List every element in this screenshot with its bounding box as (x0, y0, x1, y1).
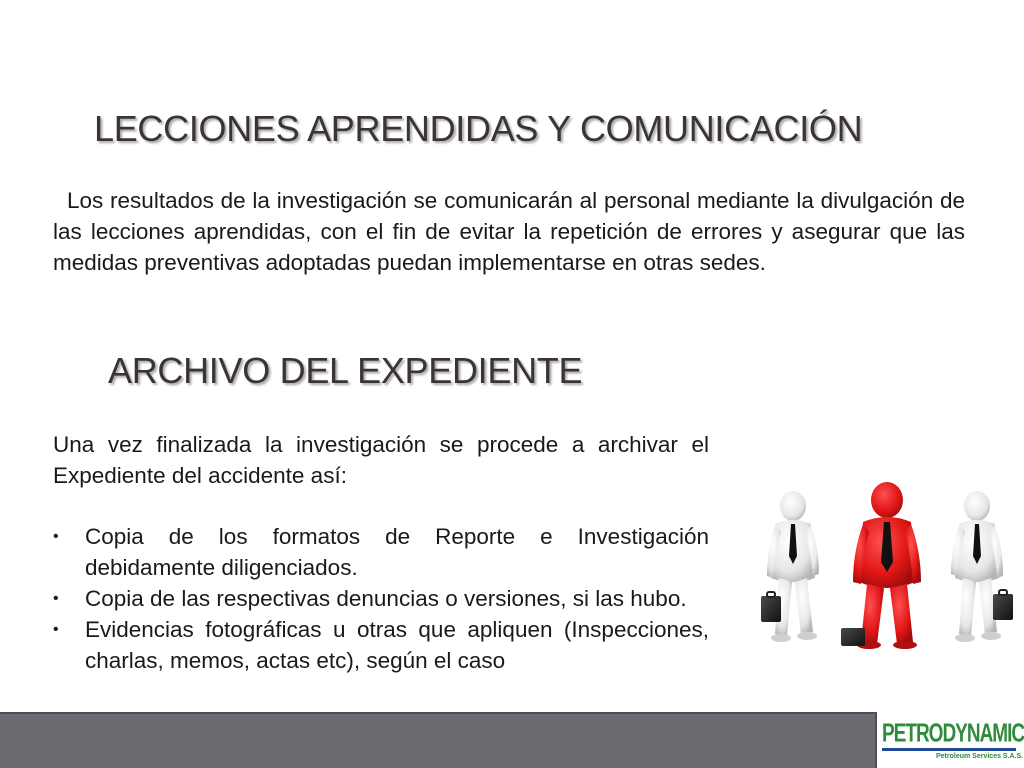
logo-name: PETRODYNAMIC (882, 720, 1024, 749)
list-item (53, 614, 709, 676)
footer-bar (0, 712, 877, 768)
list-item-text: Copia de las respectivas denuncias o versiones, si las hubo. (85, 586, 687, 611)
bullet-icon: • (53, 590, 59, 607)
archive-items-list (53, 521, 709, 676)
intro-paragraph: Los resultados de la investigación se comunicarán al personal mediante la divulgación de las lecciones aprendidas, con el fin de evitar la repetición de errores y asegurar que las medidas preventivas adoptadas puedan implementarse en otras sedes. (53, 188, 965, 275)
logo-stripe (882, 748, 1016, 751)
list-item (53, 521, 709, 583)
section-intro-paragraph: Una vez finalizada la investigación se procede a archivar el Expediente del accidente así: (53, 432, 709, 488)
list-item-text: Copia de los formatos de Reporte e Investigación debidamente diligenciados. (85, 524, 709, 580)
business-people-leader-icon (745, 478, 1020, 650)
follower-figure-right (951, 491, 1013, 642)
list-item (53, 583, 709, 614)
company-logo (880, 716, 1024, 764)
section-title: ARCHIVO DEL EXPEDIENTE (108, 350, 583, 391)
logo-subtitle: Petroleum Services S.A.S. (936, 753, 1024, 760)
page-title: LECCIONES APRENDIDAS Y COMUNICACIÓN (94, 108, 863, 149)
bullet-icon: • (53, 528, 59, 545)
follower-figure-left (761, 491, 819, 642)
list-item-text: Evidencias fotográficas u otras que apliquen (Inspecciones, charlas, memos, actas etc), según el caso (85, 617, 709, 673)
bullet-icon: • (53, 621, 59, 638)
leader-figure (841, 482, 921, 649)
